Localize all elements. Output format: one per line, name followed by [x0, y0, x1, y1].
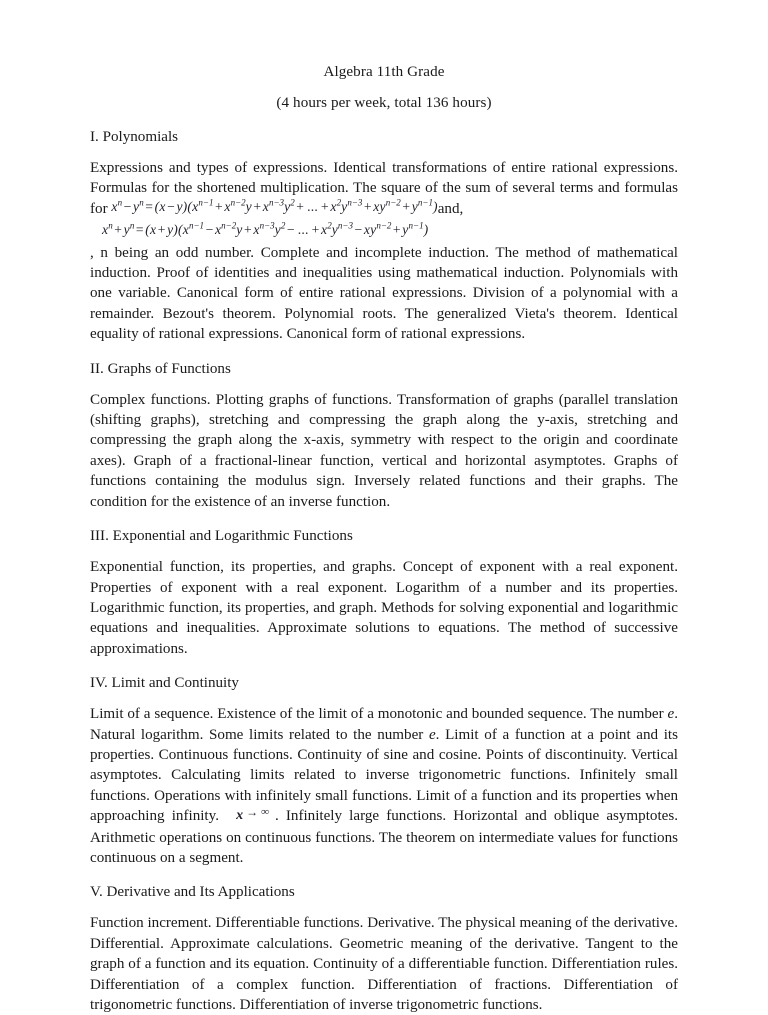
section-body-i [90, 158, 678, 345]
section-i-text-part-1: Expressions and types of expressions. Identical transformations of entire rational expressions. Formulas for the shortened multiplication. The square of the sum of several terms and formulas for [90, 160, 678, 217]
variable-e-second: e [428, 726, 436, 743]
section-heading-v: V. Derivative and Its Applications [90, 884, 295, 901]
limit-variable: x [236, 808, 245, 824]
section-heading-iii: III. Exponential and Logarithmic Functions [90, 528, 353, 545]
section-iv-text-part-4: . Infinitely large functions. Horizontal and oblique asymptotes. Arithmetic operations on continuous functions. The theorem on intermediate values for functions continuous on a segment. [90, 808, 679, 866]
infinity-icon: ∞ [261, 806, 269, 819]
section-iv-text-part-1: Limit of a sequence. Existence of the limit of a monotonic and bounded sequence. The number [90, 706, 664, 723]
section-heading-i: I. Polynomials [90, 129, 179, 145]
formula-sum-of-powers: $x^n + y^n = (x + y)(x^{n-1} - x^{n-2}y + x^{n-3}y^2$ − ... + $x^2y^{n-3} - xy^{n-2} + y^{n-1}$) [102, 220, 429, 238]
exponent-n: n [117, 197, 123, 208]
formula-x-approaches-infinity [226, 805, 275, 826]
section-i-text-part-2: , n being an odd number. Complete and incomplete induction. The method of mathematical induction. Proof of identities and inequalities using mathematical induction. Polynomials with one variable. Canonical form of entire rational expressions. Division of a polynomial with a remainder. Bezout's theorem. Polynomial roots. The generalized Vieta's theorem. Identical equality of rational expressions. Canonical form of rational expressions. [90, 244, 678, 343]
right-arrow-icon: → [246, 805, 260, 820]
section-body-iii: Exponential function, its properties, and graphs. Concept of exponent with a real exponent. Properties of exponent with a real exponent. Logarithm of a number and its properties. Logarithmic function, its properties, and graph. Methods for solving exponential and logarithmic equations and inequalities. Approximate solutions to equations. The method of successive approximations. [90, 559, 678, 657]
formula-difference-of-powers: $x^n - y^n = (x - y)(x^{n-1} + x^{n-2}y + x^{n-3}y^2$ + ... + $x^2y^{n-3} + xy^{n-2} + y^{n-1}$) [111, 197, 438, 214]
section-heading-iv: IV. Limit and Continuity [90, 675, 239, 692]
section-body-v: Function increment. Differentiable functions. Derivative. The physical meaning of the derivative. Differential. Approximate calculations. Geometric meaning of the derivative. Tangent to the graph of a function and its equation. Continuity of a differentiable function. Differentiation rules. Differentiation of a complex function. Differentiation of fractions. Differentiation of trigonometric functions. Differentiation of inverse trigonometric functions. [90, 915, 678, 1013]
section-iv-text-part-2: . Natural logarithm. Some limits related to the number [90, 706, 678, 743]
section-iv-text-part-3: . Limit of a function at a point and its properties. Continuous functions. Continuity of sine and cosine. Points of discontinuity. Vertical asymptotes. Calculating limits related to inverse trigonometric functions. Infinitely small functions. Operations with infinitely small functions. Limit of a function and its properties when approaching infinity. [90, 726, 678, 825]
page-title: Algebra 11th Grade [323, 64, 445, 80]
page-subtitle: (4 hours per week, total 136 hours) [276, 95, 492, 111]
section-i-connector: and, [437, 200, 464, 217]
section-body-iv [90, 704, 678, 868]
section-heading-ii: II. Graphs of Functions [90, 360, 231, 377]
variable-e-first: e [667, 706, 675, 723]
section-body-ii: Complex functions. Plotting graphs of functions. Transformation of graphs (parallel translation (shifting graphs), stretching and compressing the graph along the y-axis, stretching and compressing the graph along the x-axis, symmetry with respect to the origin and coordinate axes). Graph of a fractional-linear function, vertical and horizontal asymptotes. Graphs of functions containing the modulus sign. Inversely related functions and their graphs. The condition for the existence of an inverse function. [90, 391, 678, 510]
